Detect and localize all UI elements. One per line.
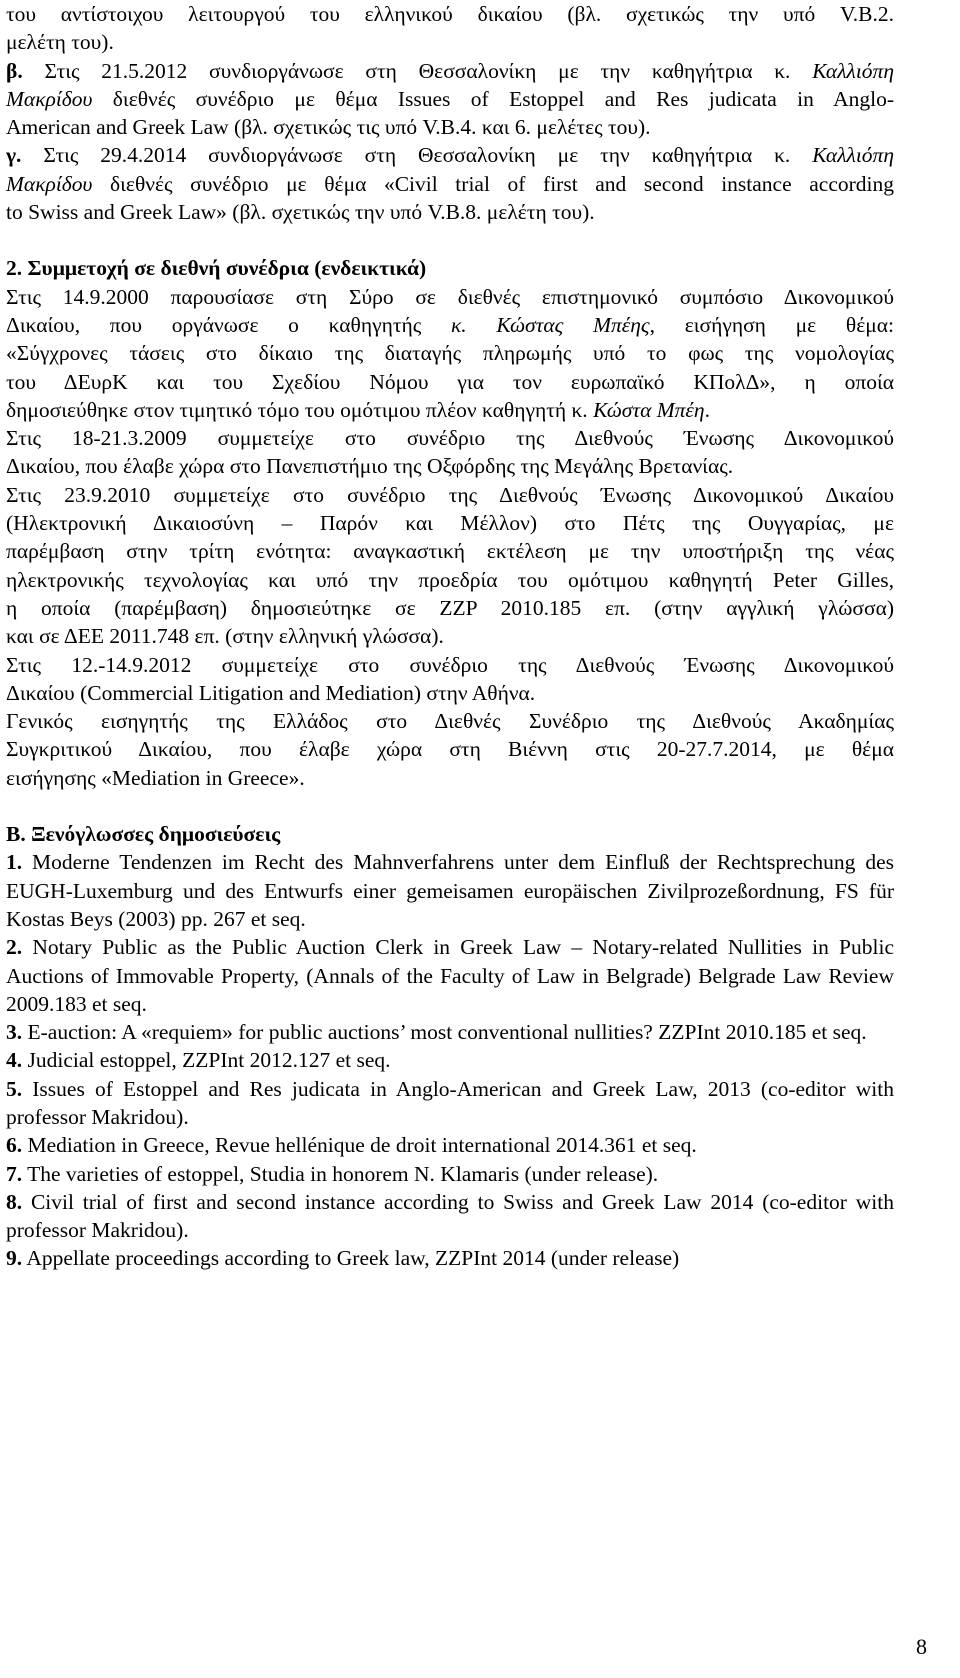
publication-item <box>6 848 894 933</box>
paragraph-line <box>6 368 894 396</box>
publication-item <box>6 1046 894 1074</box>
person-name: Καλλιόπη <box>812 58 894 83</box>
text-span: Δικαίου, που οργάνωσε ο καθηγητής <box>6 312 451 337</box>
text-line <box>6 0 894 28</box>
publication-item <box>6 1188 894 1245</box>
person-name: Καλλιόπη <box>812 143 894 168</box>
text-span: Στις 23.9.2010 συμμετείχε στο συνέδριο της Διεθνούς Ένωσης Δικονομικού Δικαίου <box>6 482 894 507</box>
paragraph-line <box>6 537 894 565</box>
paragraph-line <box>6 396 894 424</box>
publication-list <box>6 848 894 1272</box>
text-span: Συγκριτικού Δικαίου, που έλαβε χώρα στη Βιέννη στις 20-27.7.2014, με θέμα <box>6 737 894 762</box>
text-span: εισήγησης «Mediation in Greece». <box>6 765 305 790</box>
item-b-line <box>6 85 894 113</box>
spacer <box>6 226 894 254</box>
text-span: διεθνές συνέδριο με θέμα «Civil trial of first and second instance according <box>92 171 894 196</box>
paragraph-line <box>6 424 894 452</box>
paragraph-line <box>6 452 894 480</box>
item-text: Civil trial of first and second instance according to Swiss and Greek Law 2014 (co-editor with professor Makridou). <box>6 1189 894 1243</box>
paragraph-line <box>6 651 894 679</box>
item-text: Mediation in Greece, Revue hellénique de droit international 2014.361 et seq. <box>22 1133 697 1158</box>
text-span: και σε ΔΕΕ 2011.748 επ. (στην ελληνική γλώσσα). <box>6 624 444 649</box>
spacer <box>6 792 894 820</box>
text-span: διεθνές συνέδριο με θέμα Issues of Estoppel and Res judicata in Anglo- <box>92 86 894 111</box>
person-name: Κώστα Μπέη <box>593 397 705 422</box>
text-span: (Ηλεκτρονική Δικαιοσύνη – Παρόν και Μέλλον) στο Πέτς της Ουγγαρίας, με <box>6 511 894 536</box>
text-span: American and Greek Law (βλ. σχετικώς τις υπό V.B.4. και 6. μελέτες του). <box>6 115 651 140</box>
item-text: The varieties of estoppel, Studia in honorem N. Klamaris (under release). <box>22 1161 659 1186</box>
publication-item <box>6 1018 894 1046</box>
publication-item <box>6 1160 894 1188</box>
item-number: 9. <box>6 1246 23 1271</box>
publication-item <box>6 1075 894 1132</box>
text-span: . <box>704 397 710 422</box>
item-number: 2. <box>6 935 23 960</box>
item-text: Notary Public as the Public Auction Clerk in Greek Law – Notary-related Nullities in Public Auctions of Immovable Property, (Annals of the Faculty of Law in Belgrade) Belgrade Law Review 2009.183 et seq. <box>6 935 894 1016</box>
text-span: Στις 29.4.2014 συνδιοργάνωσε στη Θεσσαλονίκη με την καθηγήτρια κ. <box>21 143 813 168</box>
item-label: γ. <box>6 143 22 168</box>
text-span: Στις 12.-14.9.2012 συμμετείχε στο συνέδριο της Διεθνούς Ένωσης Δικονομικού <box>6 652 894 677</box>
heading-text: B. Ξενόγλωσσες δημοσιεύσεις <box>6 822 281 847</box>
item-number: 1. <box>6 850 23 875</box>
text-span: του ΔΕυρΚ και του Σχεδίου Νόμου για τον ευρωπαϊκό ΚΠολΔ», η οποία <box>6 369 894 394</box>
text-span: του αντίστοιχου λειτουργού του ελληνικού δικαίου (βλ. σχετικώς την υπό V.B.2. <box>6 2 894 26</box>
heading-text: 2. Συμμετοχή σε διεθνή συνέδρια (ενδεικτικά) <box>6 256 427 281</box>
text-span: Γενικός εισηγητής της Ελλάδος στο Διεθνές Συνέδριο της Διεθνούς Ακαδημίας <box>6 709 894 734</box>
text-line <box>6 28 894 56</box>
person-name: κ. Κώστας Μπέης <box>450 312 650 337</box>
item-b-line <box>6 57 894 85</box>
paragraph-line <box>6 622 894 650</box>
paragraph-line <box>6 764 894 792</box>
item-number: 5. <box>6 1076 23 1101</box>
text-span: Στις 18-21.3.2009 συμμετείχε στο συνέδριο της Διεθνούς Ένωσης Δικονομικού <box>6 426 894 451</box>
paragraph-line <box>6 679 894 707</box>
text-span: Στις 14.9.2000 παρουσίασε στη Σύρο σε διεθνές επιστημονικό συμπόσιο Δικονομικού <box>6 284 894 309</box>
publication-item <box>6 1244 894 1272</box>
text-span: δημοσιεύθηκε στον τιμητικό τόμο του ομότιμου πλέον καθηγητή κ. <box>6 397 594 422</box>
paragraph-line <box>6 566 894 594</box>
item-number: 4. <box>6 1048 23 1073</box>
person-name: Μακρίδου <box>6 86 93 111</box>
item-number: 6. <box>6 1133 23 1158</box>
item-text: Moderne Tendenzen im Recht des Mahnverfahrens unter dem Einfluß der Rechtsprechung des EUGH-Luxemburg und des Entwurfs einer gemeisamen europäischen Zivilprozeßordnung, FS für Kostas Beys (2003) pp. 267 et seq. <box>6 850 894 931</box>
paragraph-line <box>6 311 894 339</box>
item-number: 8. <box>6 1189 23 1214</box>
text-span: , εισήγηση με θέμα: <box>649 312 894 337</box>
paragraph-line <box>6 509 894 537</box>
section-heading <box>6 820 894 848</box>
text-span: Δικαίου, που έλαβε χώρα στο Πανεπιστήμιο της Οξφόρδης της Μεγάλης Βρετανίας. <box>6 454 734 479</box>
text-span: Στις 21.5.2012 συνδιοργάνωσε στη Θεσσαλονίκη με την καθηγήτρια κ. <box>22 58 813 83</box>
document-page <box>6 0 894 1273</box>
paragraph-line <box>6 594 894 622</box>
text-span: μελέτη του). <box>6 30 114 55</box>
section-heading <box>6 254 894 282</box>
item-text: Issues of Estoppel and Res judicata in Anglo-American and Greek Law, 2013 (co-editor with professor Makridou). <box>6 1076 894 1129</box>
publication-item <box>6 933 894 1018</box>
item-text: E-auction: A «requiem» for public auctions’ most conventional nullities? ZZPInt 2010.185 et seq. <box>22 1020 867 1045</box>
publication-item <box>6 1131 894 1159</box>
item-label: β. <box>6 58 23 83</box>
item-b-line <box>6 113 894 141</box>
text-span: Δικαίου (Commercial Litigation and Mediation) στην Αθήνα. <box>6 680 536 705</box>
item-c-line <box>6 198 894 226</box>
text-span: παρέμβαση στην τρίτη ενότητα: αναγκαστική εκτέλεση με την υποστήριξη της νέας <box>6 539 894 564</box>
paragraph-line <box>6 735 894 763</box>
item-c-line <box>6 170 894 198</box>
text-span: to Swiss and Greek Law» (βλ. σχετικώς την υπό V.B.8. μελέτη του). <box>6 200 595 225</box>
item-text: Judicial estoppel, ZZPInt 2012.127 et seq. <box>22 1048 391 1073</box>
item-c-line <box>6 141 894 169</box>
text-span: ηλεκτρονικής τεχνολογίας και υπό την προεδρία του ομότιμου καθηγητή Peter Gilles, <box>6 567 894 592</box>
item-number: 3. <box>6 1020 23 1045</box>
paragraph-line <box>6 339 894 367</box>
paragraph-line <box>6 481 894 509</box>
item-number: 7. <box>6 1161 23 1186</box>
text-span: η οποία (παρέμβαση) δημοσιεύτηκε σε ZZP 2010.185 επ. (στην αγγλική γλώσσα) <box>6 595 894 620</box>
paragraph-line <box>6 283 894 311</box>
person-name: Μακρίδου <box>6 171 93 196</box>
text-span: «Σύγχρονες τάσεις στο δίκαιο της διαταγής πληρωμής υπό το φως της νομολογίας <box>6 341 894 366</box>
paragraph-line <box>6 707 894 735</box>
item-text: Appellate proceedings according to Greek law, ZZPInt 2014 (under release) <box>22 1246 680 1271</box>
page-number: 8 <box>916 1634 927 1659</box>
